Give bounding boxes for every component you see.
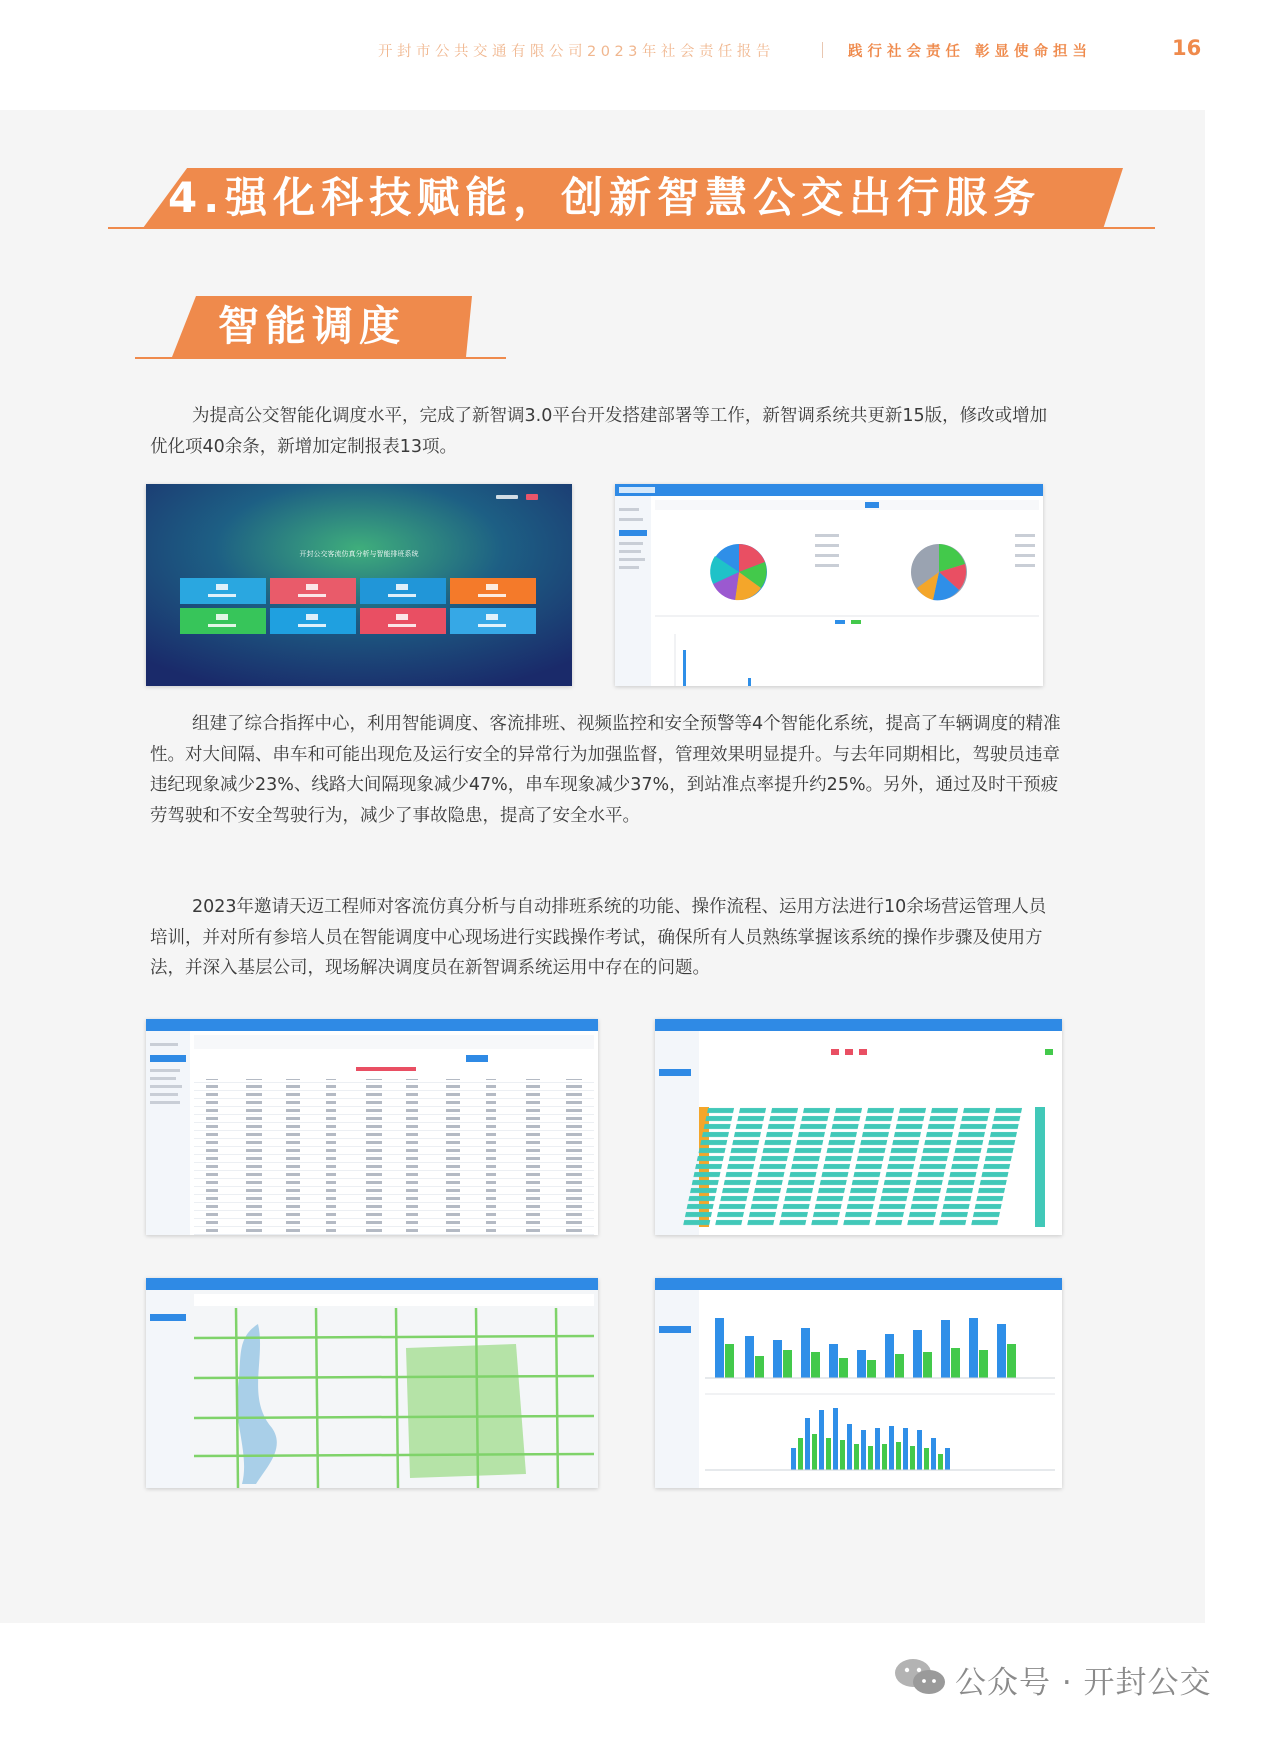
section-title: 4.强化科技赋能，创新智慧公交出行服务 [168,173,1042,222]
wechat-icon [893,1656,947,1698]
paragraph-1: 为提高公交智能化调度水平，完成了新智调3.0平台开发搭建部署等工作，新智调系统共更新15版，修改或增加优化项40余条，新增加定制报表13项。 [150,406,1048,457]
screenshot-bar-statistics [655,1278,1062,1488]
subsection-underline [135,357,506,359]
page-footer [0,1623,1280,1737]
subsection-title: 智能调度 [218,302,406,350]
portal-title: 开封公交客流仿真分析与智能排班系统 [299,550,419,558]
screenshot-schedule-grid [655,1019,1062,1235]
screenshot-route-map [146,1278,598,1488]
page-header [0,0,1280,110]
header-divider [822,42,823,58]
screenshot-dispatch-portal [146,484,572,686]
watermark-text: 公众号 · 开封公交 [955,1665,1212,1701]
report-motto: 践行社会责任 彰显使命担当 [848,44,1093,60]
page-number: 16 [1172,36,1202,60]
screenshot-data-table [146,1019,598,1235]
report-title: 开封市公共交通有限公司2023年社会责任报告 [378,44,775,60]
paragraph-3: 2023年邀请天迈工程师对客流仿真分析与自动排班系统的功能、操作流程、运用方法进行10余场营运管理人员培训，并对所有参培人员在智能调度中心现场进行实践操作考试，确保所有人员熟练掌握该系统的操作步骤及使用方法，并深入基层公司，现场解决调度员在新智调系统运用中存在的问题。 [150,897,1047,978]
paragraph-2: 组建了综合指挥中心，利用智能调度、客流排班、视频监控和安全预警等4个智能化系统，提高了车辆调度的精准性。对大间隔、串车和可能出现危及运行安全的异常行为加强监督，管理效果明显提升。与去年同期相比，驾驶员违章违纪现象减少23%、线路大间隔现象减少47%，串车现象减少37%，到站准点率提升约25%。另外，通过及时干预疲劳驾驶和不安全驾驶行为，减少了事故隐患，提高了安全水平。 [150,714,1061,826]
screenshot-pie-analysis [615,484,1043,686]
